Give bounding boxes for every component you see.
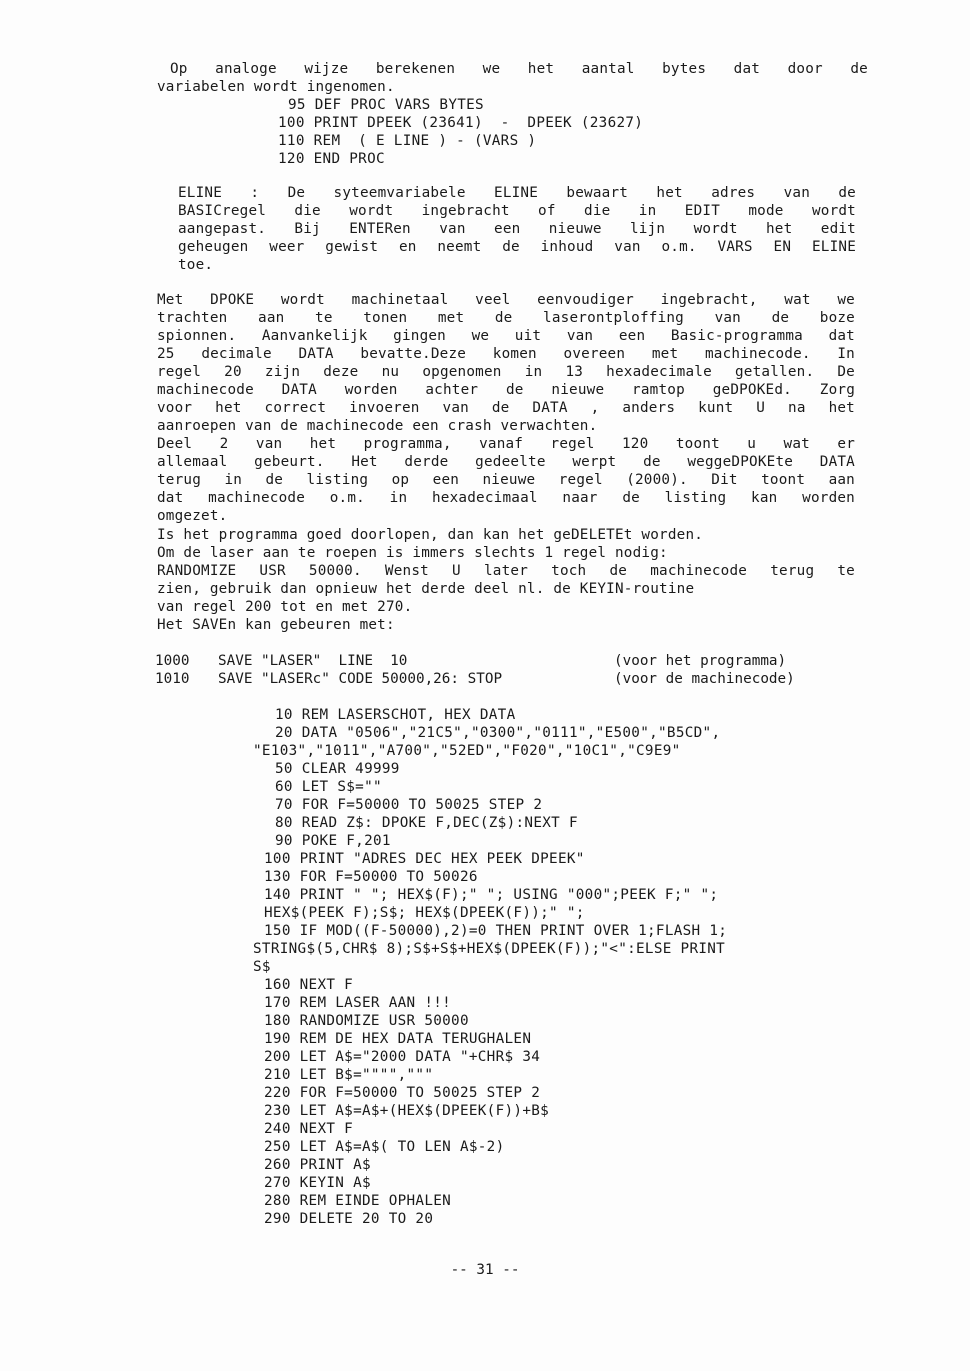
- body-line: voor het correct invoeren van de DATA , anders kunt U na het: [157, 400, 855, 416]
- body-line: Deel 2 van het programma, vanaf regel 120 toont u wat er: [157, 436, 855, 452]
- listing-line: 180 RANDOMIZE USR 50000: [264, 1013, 469, 1029]
- body-line: Om de laser aan te roepen is immers slechts 1 regel nodig:: [157, 545, 668, 561]
- listing-line: 60 LET S$="": [275, 779, 382, 795]
- listing-line: 240 NEXT F: [264, 1121, 354, 1137]
- proc-line: 120 END PROC: [278, 151, 385, 167]
- proc-line: 100 PRINT DPEEK (23641) - DPEEK (23627): [278, 115, 644, 131]
- body-line: omgezet.: [157, 508, 228, 524]
- listing-line: 200 LET A$="2000 DATA "+CHR$ 34: [264, 1049, 541, 1065]
- listing-line: 290 DELETE 20 TO 20: [264, 1211, 434, 1227]
- body-line: Is het programma goed doorlopen, dan kan het geDELETEt worden.: [157, 527, 704, 543]
- save-line-number: 1010: [155, 671, 190, 687]
- listing-line: 140 PRINT " "; HEX$(F);" "; USING "000";PEEK F;" ";: [264, 887, 719, 903]
- intro-line-1: Op analoge wijze berekenen we het aantal bytes dat door de: [170, 61, 868, 77]
- intro-line-2: variabelen wordt ingenomen.: [157, 79, 395, 95]
- listing-line: 190 REM DE HEX DATA TERUGHALEN: [264, 1031, 532, 1047]
- proc-line: 95 DEF PROC VARS BYTES: [288, 97, 484, 113]
- save-command: SAVE "LASERc" CODE 50000,26: STOP: [218, 671, 503, 687]
- listing-line: S$: [253, 959, 271, 975]
- body-line: trachten aan te tonen met de laserontploffing van de boze: [157, 310, 855, 326]
- listing-line: 90 POKE F,201: [275, 833, 391, 849]
- eline-line-1: ELINE : De syteemvariabele ELINE bewaart het adres van de: [178, 185, 856, 201]
- listing-line: 10 REM LASERSCHOT, HEX DATA: [275, 707, 516, 723]
- body-line: regel 20 zijn deze nu opgenomen in 13 hexadecimale getallen. De: [157, 364, 855, 380]
- listing-line: 250 LET A$=A$( TO LEN A$-2): [264, 1139, 505, 1155]
- eline-line-5: toe.: [178, 257, 214, 273]
- body-line: spionnen. Aanvankelijk gingen we uit van een Basic-programma dat: [157, 328, 855, 344]
- listing-line: "E103","1011","A700","52ED","F020","10C1","C9E9": [253, 743, 681, 759]
- body-line: RANDOMIZE USR 50000. Wenst U later toch de machinecode terug te: [157, 563, 855, 579]
- listing-line: 50 CLEAR 49999: [275, 761, 400, 777]
- listing-line: HEX$(PEEK F);S$; HEX$(DPEEK(F));" ";: [264, 905, 585, 921]
- save-command: SAVE "LASER" LINE 10: [218, 653, 408, 669]
- listing-line: 210 LET B$="""",""": [264, 1067, 434, 1083]
- body-line: allemaal gebeurt. Het derde gedeelte werpt de weggeDPOKEte DATA: [157, 454, 855, 470]
- body-line: aanroepen van de machinecode een crash verwachten.: [157, 418, 598, 434]
- body-line: machinecode DATA worden achter de nieuwe ramtop geDPOKEd. Zorg: [157, 382, 855, 398]
- listing-line: 150 IF MOD((F-50000),2)=0 THEN PRINT OVER 1;FLASH 1;: [264, 923, 728, 939]
- listing-line: 260 PRINT A$: [264, 1157, 371, 1173]
- listing-line: 220 FOR F=50000 TO 50025 STEP 2: [264, 1085, 541, 1101]
- page-number: -- 31 --: [450, 1262, 520, 1278]
- body-line: zien, gebruik dan opnieuw het derde deel nl. de KEYIN-routine: [157, 581, 695, 597]
- body-line: Met DPOKE wordt machinetaal veel eenvoudiger ingebracht, wat we: [157, 292, 855, 308]
- listing-line: STRING$(5,CHR$ 8);S$+S$+HEX$(DPEEK(F));"<":ELSE PRINT: [253, 941, 726, 957]
- listing-line: 280 REM EINDE OPHALEN: [264, 1193, 452, 1209]
- body-line: dat machinecode o.m. in hexadecimaal naar de listing kan worden: [157, 490, 855, 506]
- eline-line-3: aangepast. Bij ENTERen van een nieuwe lijn wordt het edit: [178, 221, 856, 237]
- body-line: terug in de listing op een nieuwe regel (2000). Dit toont aan: [157, 472, 855, 488]
- body-line: van regel 200 tot en met 270.: [157, 599, 413, 615]
- eline-line-2: BASICregel die wordt ingebracht of die in EDIT mode wordt: [178, 203, 856, 219]
- listing-line: 160 NEXT F: [264, 977, 354, 993]
- listing-line: 70 FOR F=50000 TO 50025 STEP 2: [275, 797, 543, 813]
- listing-line: 230 LET A$=A$+(HEX$(DPEEK(F))+B$: [264, 1103, 550, 1119]
- listing-line: 100 PRINT "ADRES DEC HEX PEEK DPEEK": [264, 851, 585, 867]
- eline-line-4: geheugen weer gewist en neemt de inhoud van o.m. VARS EN ELINE: [178, 239, 856, 255]
- proc-line: 110 REM ( E LINE ) - (VARS ): [278, 133, 537, 149]
- save-line-number: 1000: [155, 653, 190, 669]
- save-note: (voor de machinecode): [614, 671, 795, 687]
- listing-line: 80 READ Z$: DPOKE F,DEC(Z$):NEXT F: [275, 815, 578, 831]
- listing-line: 170 REM LASER AAN !!!: [264, 995, 452, 1011]
- listing-line: 270 KEYIN A$: [264, 1175, 371, 1191]
- listing-line: 20 DATA "0506","21C5","0300","0111","E500","B5CD",: [275, 725, 721, 741]
- body-line: Het SAVEn kan gebeuren met:: [157, 617, 395, 633]
- save-note: (voor het programma): [614, 653, 787, 669]
- listing-line: 130 FOR F=50000 TO 50026: [264, 869, 478, 885]
- body-line: 25 decimale DATA bevatte.Deze komen overeen met machinecode. In: [157, 346, 855, 362]
